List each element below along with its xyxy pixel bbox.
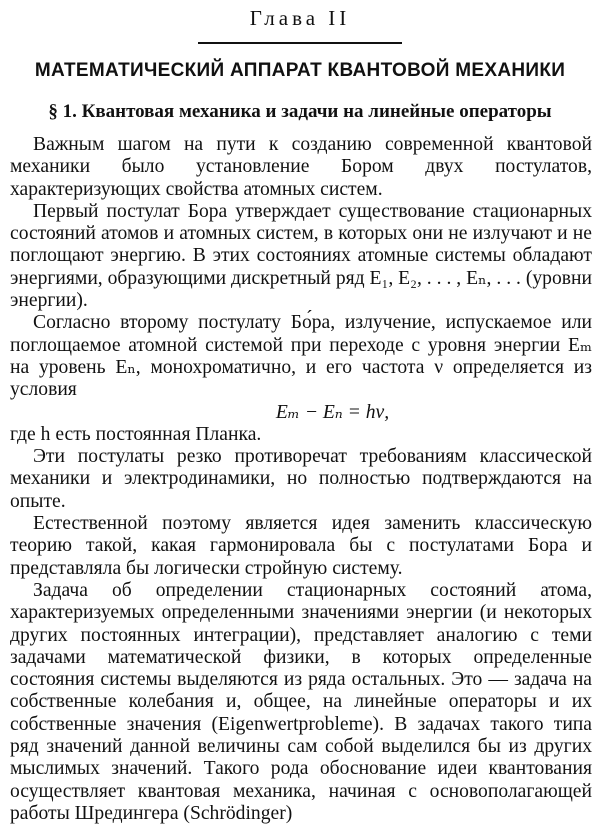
section-title: § 1. Квантовая механика и задачи на линейные операторы [48, 101, 552, 122]
paragraph-natural-idea: Естественной поэтому является идея заменить классическую теорию такой, какая гармонировала бы с постулатами Бора и представляла бы логически стройную систему. [10, 513, 592, 579]
paragraph-first-postulate: Первый постулат Бора утверждает существование стационарных состояний атомов и атомных систем, в которых они не излучают и не поглощают энергию. В этих состояниях атомные системы обладают энергиями, образующими дискретный ряд E₁, E₂, . . . , Eₙ, . . . (уровни энергии). [10, 200, 592, 312]
body-text [10, 134, 592, 825]
paragraph-contradiction: Эти постулаты резко противоречат требованиям классической механики и электродинамики, но полностью подтверждаются на опыте. [10, 446, 592, 512]
paragraph-bohr-postulates-intro: Важным шагом на пути к созданию современной квантовой механики было установление Бором двух постулатов, характеризующих свойства атомных систем. [10, 134, 592, 200]
paragraph-planck-constant: где h есть постоянная Планка. [10, 423, 262, 445]
formula-energy-transition: Eₘ − Eₙ = hν, [275, 401, 390, 423]
paragraph-stationary-states: Задача об определении стационарных состояний атома, характеризуемых определенными значениями энергии (и некоторых других постоянных интеграции), представляет аналогию с теми задачами математической физики, в которых определенные состояния системы выделяются из ряда остальных. Это — задача на собственные колебания и, общее, на линейные операторы и их собственные значения (Eigenwertprobleme). В задачах такого типа ряд значений данной величины сам собой выделился бы из других мыслимых значений. Такого рода обоснование идеи квантования осуществляет квантовая механика, начиная с основополагающей работы Шредингера (Schrödinger) [10, 579, 592, 824]
chapter-divider [198, 42, 402, 44]
chapter-label: Глава II [249, 6, 351, 30]
chapter-title: МАТЕМАТИЧЕСКИЙ АППАРАТ КВАНТОВОЙ МЕХАНИКИ [34, 60, 566, 81]
paragraph-second-postulate: Согласно второму постулату Бо́ра, излучение, испускаемое или поглощаемое атомной системой при переходе с уровня энергии Eₘ на уровень Eₙ, монохроматично, и его частота ν определяется из условия [10, 312, 592, 401]
